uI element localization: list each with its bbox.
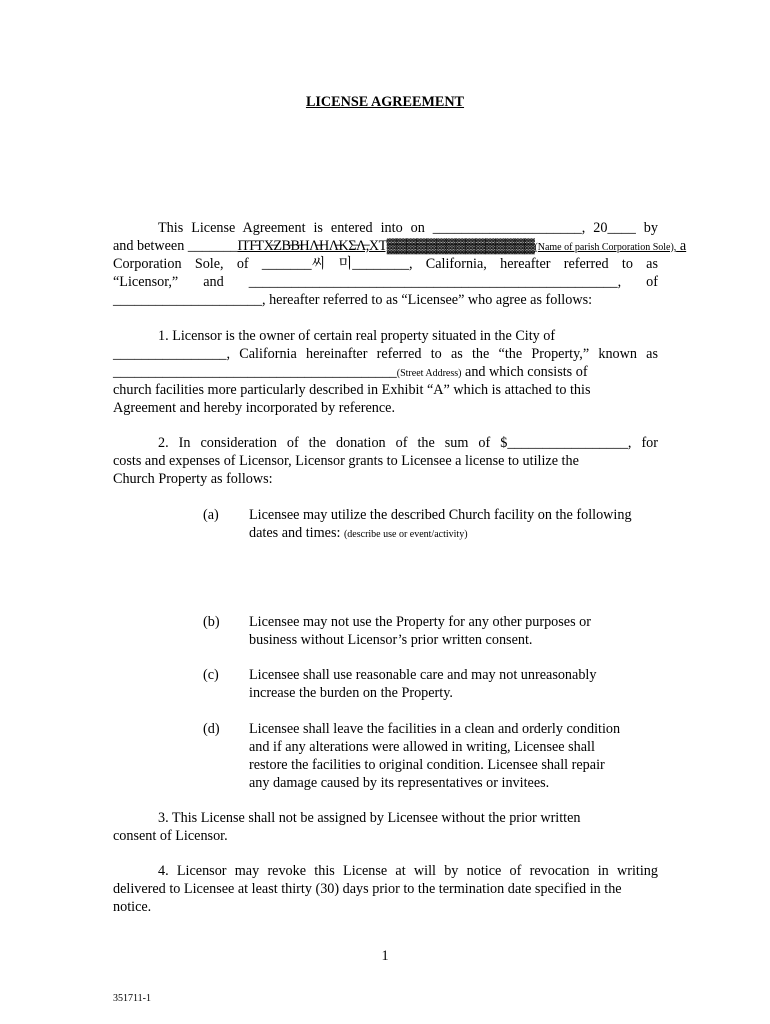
intro-line-3: Corporation Sole, of _______씨 미________, California, hereafter referred to as: [113, 256, 658, 272]
item-b-line-1: Licensee may not use the Property for any other purposes or: [249, 614, 591, 630]
p1-line-4: church facilities more particularly described in Exhibit “A” which is attached to this: [113, 382, 591, 398]
item-b-line-2: business without Licensor’s prior written consent.: [249, 632, 533, 648]
item-d-line-3: restore the facilities to original condition. Licensee shall repair: [249, 757, 605, 773]
item-d-label: (d): [203, 721, 220, 737]
item-c-label: (c): [203, 667, 219, 683]
intro-line-2-start: and between _______: [113, 238, 238, 254]
street-address-note: (Street Address): [396, 368, 462, 379]
p1-line-3-end: and which consists of: [461, 364, 588, 380]
p1-line-1: 1. Licensor is the owner of certain real property situated in the City of: [158, 328, 556, 344]
item-d-line-4: any damage caused by its representatives or invitees.: [249, 775, 550, 791]
document-title: LICENSE AGREEMENT: [305, 94, 465, 110]
item-a-line-2: [249, 524, 658, 544]
item-c-line-1: Licensee shall use reasonable care and may not unreasonably: [249, 667, 597, 683]
page-number: 1: [381, 948, 389, 964]
street-address-blank: ________________________________________: [113, 364, 397, 380]
item-d-line-2: and if any alterations were allowed in writing, Licensee shall: [249, 739, 595, 755]
intro-line-5: _____________________, hereafter referred to as “Licensee” who agree as follows:: [113, 292, 593, 308]
item-d-line-1: Licensee shall leave the facilities in a clean and orderly condition: [249, 721, 621, 737]
p3-line-1: 3. This License shall not be assigned by Licensee without the prior written: [158, 810, 581, 826]
parish-name-fill: ΠΤ̶ΤΧ̶ΖΒ̶Β̶ΗΛ̶ΗΛ̶ΚΣ̶Λ̶,ΧΤ▓▓▓▓▓▓▓▓▓▓▓▓▓▓▓: [237, 238, 535, 254]
intro-line-1: This License Agreement is entered into on _____________________, 20____ by: [158, 220, 658, 236]
item-b-label: (b): [203, 614, 220, 630]
p2-line-1: 2. In consideration of the donation of the sum of $_________________, for: [158, 435, 658, 451]
p2-line-2: costs and expenses of Licensor, Licensor grants to Licensee a license to utilize the: [113, 453, 579, 469]
item-a-note: (describe use or event/activity): [343, 529, 468, 540]
p4-line-2: delivered to Licensee at least thirty (30) days prior to the termination date specified in the: [113, 881, 622, 897]
parish-name-note: (Name of parish Corporation Sole),: [534, 242, 677, 253]
intro-line-2-end: a: [676, 238, 687, 254]
p3-line-2: consent of Licensor.: [113, 828, 228, 844]
item-a-line-1: Licensee may utilize the described Church facility on the following: [249, 507, 632, 523]
p1-line-5: Agreement and hereby incorporated by reference.: [113, 400, 396, 416]
item-c-line-2: increase the burden on the Property.: [249, 685, 453, 701]
item-a-label: (a): [203, 507, 219, 523]
p4-line-3: notice.: [113, 899, 152, 915]
p1-line-2: ________________, California hereinafter referred to as the “the Property,” known as: [113, 346, 658, 362]
p2-line-3: Church Property as follows:: [113, 471, 273, 487]
p1-line-3: [113, 363, 658, 383]
intro-line-4: “Licensor,” and ____________________________________________________, of: [113, 274, 658, 290]
intro-line-2: [113, 237, 687, 257]
document-number: 351711-1: [113, 993, 151, 1004]
p4-line-1: 4. Licensor may revoke this License at will by notice of revocation in writing: [158, 863, 658, 879]
item-a-line-2-text: dates and times:: [249, 525, 344, 541]
